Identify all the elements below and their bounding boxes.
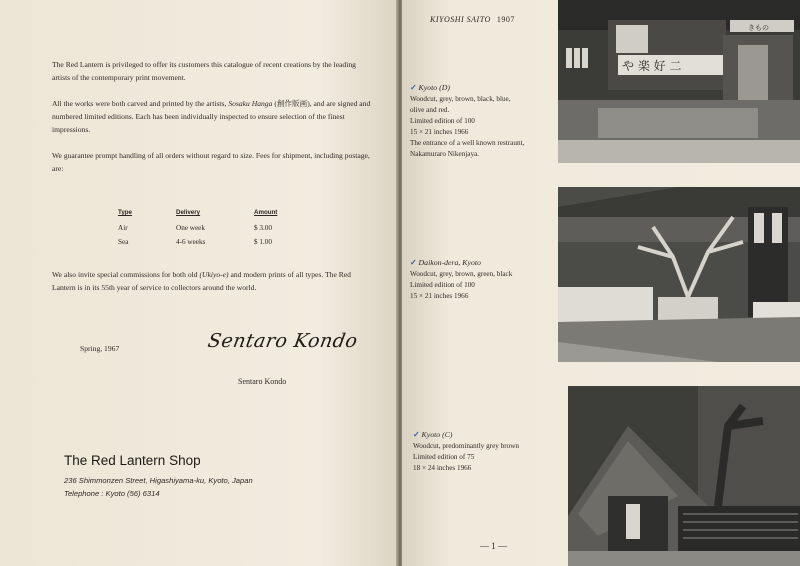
page-number: — 1 — xyxy=(480,541,507,551)
artist-name: KIYOSHI SAITO xyxy=(430,15,491,24)
fees-cell: One week xyxy=(176,224,205,232)
fees-header-delivery: Delivery xyxy=(176,209,201,216)
intro-text xyxy=(52,58,372,188)
print-detail-line: Woodcut, predominantly grey brown xyxy=(413,442,520,450)
sign-characters: や 楽 好 二 xyxy=(622,59,682,73)
intro-paragraph-3: We guarantee prompt handling of all orders without regard to size. Fees for shipment, including postage, are: xyxy=(52,151,370,173)
fees-cell: 4-6 weeks xyxy=(176,238,206,246)
closing-rest: and modern prints of all types. The Red Lantern is in its 55th year of service to collectors around the world. xyxy=(52,270,351,292)
print-detail-line: Woodcut, grey, brown, green, black xyxy=(410,270,513,278)
closing-paragraph xyxy=(52,268,372,294)
artist-year: 1907 xyxy=(496,15,515,24)
fees-header-type: Type xyxy=(118,209,132,216)
check-mark-icon: ✓ xyxy=(413,430,420,439)
print-image-kyoto-c xyxy=(568,386,800,566)
shop-name: The Red Lantern Shop xyxy=(64,453,201,468)
print-image-kyoto-d xyxy=(558,0,800,163)
print-detail-line: Woodcut, grey, brown, black, blue, xyxy=(410,95,511,103)
small-sign-characters: きもの xyxy=(748,24,769,32)
table-row xyxy=(118,236,314,250)
intro-paragraph-1: The Red Lantern is privileged to offer its customers this catalogue of recent creations by the leading artists of the contemporary print movement. xyxy=(52,60,356,82)
fees-cell: Sea xyxy=(118,238,129,246)
fees-cell: $ 1.00 xyxy=(254,238,272,246)
print-detail-line: The entrance of a well known restraunt, xyxy=(410,139,525,147)
print-title-text: Daikon-dera, Kyoto xyxy=(418,258,481,267)
closing-start: We also invite special commissions for both old xyxy=(52,270,198,279)
sosaku-hanga-term: Sosaku Hanga xyxy=(228,99,273,108)
print-detail-line: Limited edition of 100 xyxy=(410,117,475,125)
intro-paragraph-2 xyxy=(52,97,372,136)
fees-cell: $ 3.00 xyxy=(254,224,272,232)
left-page xyxy=(0,0,398,566)
intro-p2-start: All the works were both carved and printed by the artists, xyxy=(52,99,227,108)
table-row xyxy=(118,222,314,236)
print-detail-line: Limited edition of 100 xyxy=(410,281,475,289)
print-title xyxy=(410,82,560,93)
shop-address: 236 Shimmonzen Street, Higashiyama-ku, Kyoto, Japan xyxy=(64,476,253,485)
check-mark-icon: ✓ xyxy=(410,83,417,92)
print-title xyxy=(410,257,560,268)
print-entry xyxy=(410,257,560,302)
print-title xyxy=(413,429,563,440)
shop-address-block xyxy=(64,474,253,500)
print-detail-line: 15 × 21 inches 1966 xyxy=(410,128,469,136)
fees-cell: Air xyxy=(118,224,128,232)
temple-garden-illustration xyxy=(558,187,800,362)
artist-heading xyxy=(430,15,515,24)
sosaku-hanga-kanji: (創作版画) xyxy=(274,99,310,108)
ukiyo-e-term: (Ukiyo-e) xyxy=(199,270,229,279)
print-detail-line: 15 × 21 inches 1966 xyxy=(410,292,469,300)
print-title-text: Kyoto (D) xyxy=(418,83,450,92)
print-detail-line: Nakamuraro Nikenjaya. xyxy=(410,150,480,158)
print-entry xyxy=(413,429,563,474)
print-title-text: Kyoto (C) xyxy=(421,430,453,439)
print-detail-line: olive and red. xyxy=(410,106,450,114)
print-detail-line: Limited edition of 75 xyxy=(413,453,475,461)
handwritten-signature: Sentaro Kondo xyxy=(206,330,360,352)
restaurant-entrance-illustration xyxy=(558,0,800,163)
print-image-daikon-dera xyxy=(558,187,800,362)
thatched-roof-illustration xyxy=(568,386,800,566)
shop-telephone: Telephone : Kyoto (56) 6314 xyxy=(64,489,160,498)
print-detail-line: 18 × 24 inches 1966 xyxy=(413,464,472,472)
intro-p2-rest: , and are signed and numbered limited editions. Each has been individually inspected to ensure selection of the finest impressions. xyxy=(52,99,371,134)
signer-name: Sentaro Kondo xyxy=(238,377,287,386)
fees-header-amount: Amount xyxy=(254,209,278,216)
print-entry xyxy=(410,82,560,160)
shipping-fees-table xyxy=(118,209,314,250)
catalogue-date: Spring, 1967 xyxy=(80,344,120,353)
check-mark-icon: ✓ xyxy=(410,258,417,267)
